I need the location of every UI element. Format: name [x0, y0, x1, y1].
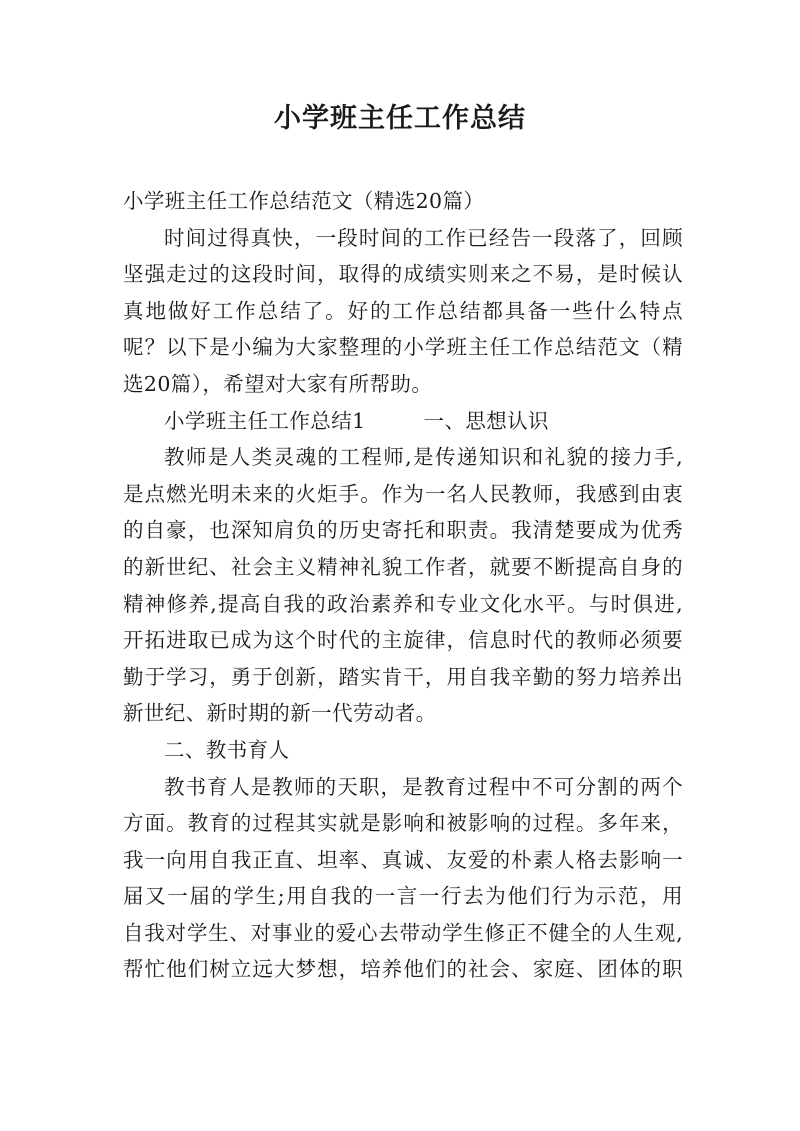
paragraph-line: 的新世纪、社会主义精神礼貌工作者，就要不断提高自身的 [123, 554, 683, 579]
paragraph-line: 勤于学习，勇于创新，踏实肯干，用自我辛勤的努力培养出 [123, 664, 683, 689]
paragraph-line: 届又一届的学生;用自我的一言一行去为他们行为示范，用 [123, 884, 683, 909]
paragraph-line: 开拓进取已成为这个时代的主旋律，信息时代的教师必须要 [123, 628, 683, 653]
document-body [123, 183, 683, 988]
paragraph-line: 新世纪、新时期的新一代劳动者。 [123, 701, 437, 726]
paragraph-line: 教书育人是教师的天职，是教育过程中不可分割的两个 [164, 774, 683, 799]
intro-line: 选20篇），希望对大家有所帮助。 [123, 371, 433, 396]
paragraph-line: 帮忙他们树立远大梦想，培养他们的社会、家庭、团体的职 [123, 957, 683, 982]
paragraph-line: 的自豪，也深知肩负的历史寄托和职责。我清楚要成为优秀 [123, 518, 683, 543]
paragraph-line: 自我对学生、对事业的爱心去带动学生修正不健全的人生观, [123, 920, 683, 945]
intro-line: 时间过得真快，一段时间的工作已经告一段落了，回顾 [164, 225, 683, 250]
paragraph-line: 是点燃光明未来的火炬手。作为一名人民教师，我感到由衷 [123, 481, 683, 506]
section-heading-line [123, 403, 683, 440]
intro-line: 真地做好工作总结了。好的工作总结都具备一些什么特点 [123, 298, 683, 323]
paragraph-line: 方面。教育的过程其实就是影响和被影响的过程。多年来， [123, 811, 683, 836]
paragraph-line: 教师是人类灵魂的工程师,是传递知识和礼貌的接力手, [164, 445, 683, 470]
intro-line: 呢？以下是小编为大家整理的小学班主任工作总结范文（精 [123, 335, 683, 360]
subtitle-line: 小学班主任工作总结范文（精选20篇） [123, 189, 485, 213]
part-one-heading: 一、思想认识 [423, 408, 549, 433]
paragraph-line: 我一向用自我正直、坦率、真诚、友爱的朴素人格去影响一 [123, 847, 683, 872]
intro-line: 坚强走过的这段时间，取得的成绩实则来之不易，是时候认 [123, 262, 683, 287]
section-heading: 小学班主任工作总结1 [164, 408, 366, 433]
paragraph-line: 精神修养,提高自我的政治素养和专业文化水平。与时俱进, [123, 591, 683, 616]
document-title: 小学班主任工作总结 [274, 103, 526, 134]
part-two-heading: 二、教书育人 [164, 737, 290, 762]
